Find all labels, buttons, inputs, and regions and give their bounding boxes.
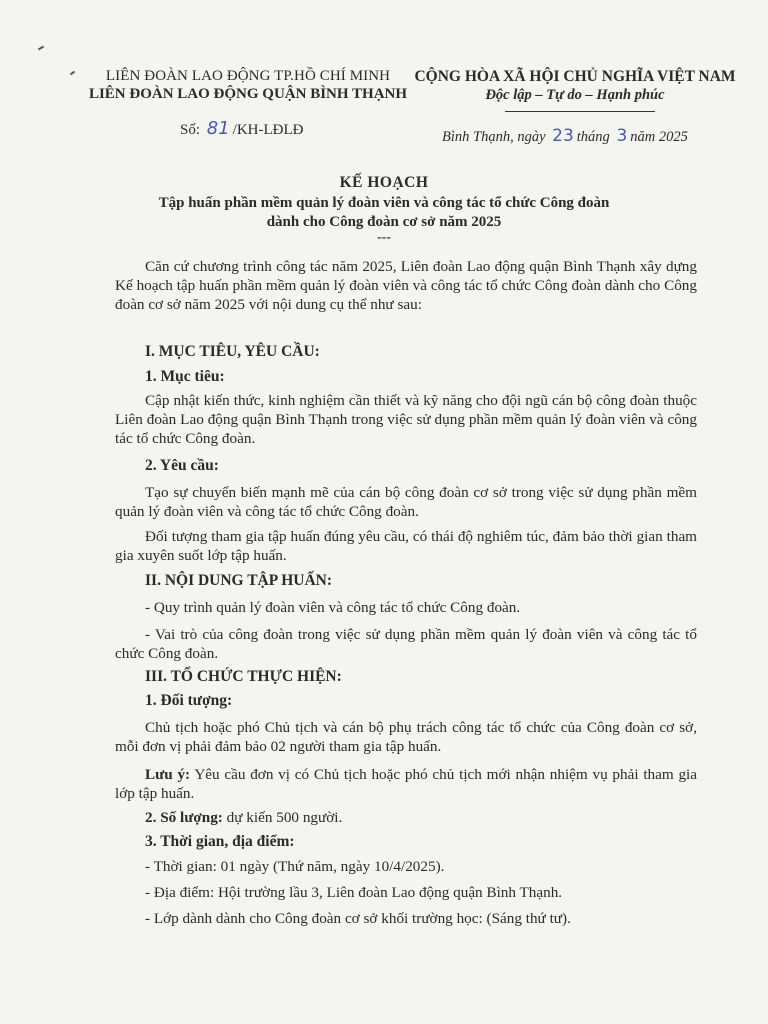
section-3-3-item-2: - Địa điểm: Hội trường lầu 3, Liên đoàn Lao động quận Bình Thạnh. [145,884,563,901]
section-3-1-paragraph [115,718,697,756]
section-2-item-2-text: - Vai trò của công đoàn trong việc sử dụng phần mềm quản lý đoàn viên và công tác tổ chức Công đoàn. [115,626,697,662]
date-month-handwritten: 3 [616,126,628,146]
section-1-2-text-1: Tạo sự chuyển biến mạnh mẽ của cán bộ công đoàn cơ sở trong việc sử dụng phần mềm quản lý đoàn viên và công tác tổ chức Công đoàn. [115,484,697,520]
section-1-2-paragraph-2 [115,527,697,565]
note-text: Yêu cầu đơn vị có Chủ tịch hoặc phó chủ tịch mới nhận nhiệm vụ phải tham gia lớp tập huấn. [115,766,698,802]
org-line-1: LIÊN ĐOÀN LAO ĐỘNG TP.HỒ CHÍ MINH [105,68,391,84]
section-3-3-item-3: - Lớp dành dành cho Công đoàn cơ sở khối trường học: (Sáng thứ tư). [145,910,571,927]
document-subtitle-1: Tập huấn phần mềm quản lý đoàn viên và công tác tổ chức Công đoàn [158,195,610,211]
section-2-heading: II. NỘI DUNG TẬP HUẤN: [145,572,333,589]
section-1-1-heading: 1. Mục tiêu: [145,368,225,385]
scan-speck [70,71,75,76]
section-1-2-heading: 2. Yêu cầu: [145,457,219,474]
number-handwritten: 81 [206,118,230,139]
section-3-2-text: dự kiến 500 người. [226,809,343,826]
date-month-label: tháng [576,129,610,145]
section-3-3-heading: 3. Thời gian, địa điểm: [145,833,295,850]
section-3-1-text: Chủ tịch hoặc phó Chủ tịch và cán bộ phụ trách công tác tổ chức của Công đoàn cơ sở, mỗi đơn vị phải đảm bảo 02 người tham gia tập huấn. [115,719,697,755]
scan-speck [38,46,44,51]
org-line-2: LIÊN ĐOÀN LAO ĐỘNG QUẬN BÌNH THẠNH [88,86,408,102]
date-prefix: Bình Thạnh, ngày [442,129,546,145]
document-title: KẾ HOẠCH [339,174,429,191]
intro-text: Căn cứ chương trình công tác năm 2025, Liên đoàn Lao động quận Bình Thạnh xây dựng Kế hoạch tập huấn phần mềm quản lý đoàn viên và công tác tổ chức Công đoàn dành cho Công đoàn cơ sở năm 2025 với nội dung cụ thể như sau: [115,258,697,313]
date-day-handwritten: 23 [552,126,574,146]
section-3-3-item-1: - Thời gian: 01 ngày (Thứ năm, ngày 10/4/2025). [145,858,445,875]
document-date [442,126,688,146]
title-divider: --- [377,230,391,245]
nation-line-1: CỘNG HÒA XÃ HỘI CHỦ NGHĨA VIỆT NAM [414,68,736,85]
intro-paragraph [115,257,697,314]
section-1-1-paragraph [115,391,697,448]
section-3-2-label: 2. Số lượng: [145,809,223,826]
document-number [180,118,304,139]
section-1-1-text: Cập nhật kiến thức, kinh nghiệm cần thiết và kỹ năng cho đội ngũ cán bộ công đoàn thuộc Liên đoàn Lao động quận Bình Thạnh trong việc sử dụng phần mềm quản lý đoàn viên và công tác tổ chức Công đoàn. [115,392,697,447]
nation-line-2: Độc lập – Tự do – Hạnh phúc [485,87,665,103]
note-label: Lưu ý: [145,766,191,783]
section-2-item-2 [115,625,697,663]
section-1-2-text-2: Đối tượng tham gia tập huấn đúng yêu cầu, có thái độ nghiêm túc, đảm bảo thời gian tham gia xuyên suốt lớp tập huấn. [115,528,697,564]
document-subtitle-2: dành cho Công đoàn cơ sở năm 2025 [266,214,502,230]
national-motto [410,68,740,104]
section-3-heading: III. TỔ CHỨC THỰC HIỆN: [145,668,342,685]
section-3-1-heading: 1. Đối tượng: [145,692,233,709]
section-1-2-paragraph-1 [115,483,697,521]
section-3-2 [145,809,342,827]
issuing-organization [88,68,408,103]
number-prefix: Số: [180,122,201,138]
motto-underline [505,111,655,112]
note-paragraph [115,765,697,803]
date-year: năm 2025 [630,129,688,145]
section-2-item-1: - Quy trình quản lý đoàn viên và công tác tổ chức Công đoàn. [145,599,521,616]
section-1-heading: I. MỤC TIÊU, YÊU CẦU: [145,343,320,360]
number-suffix: /KH-LĐLĐ [232,122,304,138]
